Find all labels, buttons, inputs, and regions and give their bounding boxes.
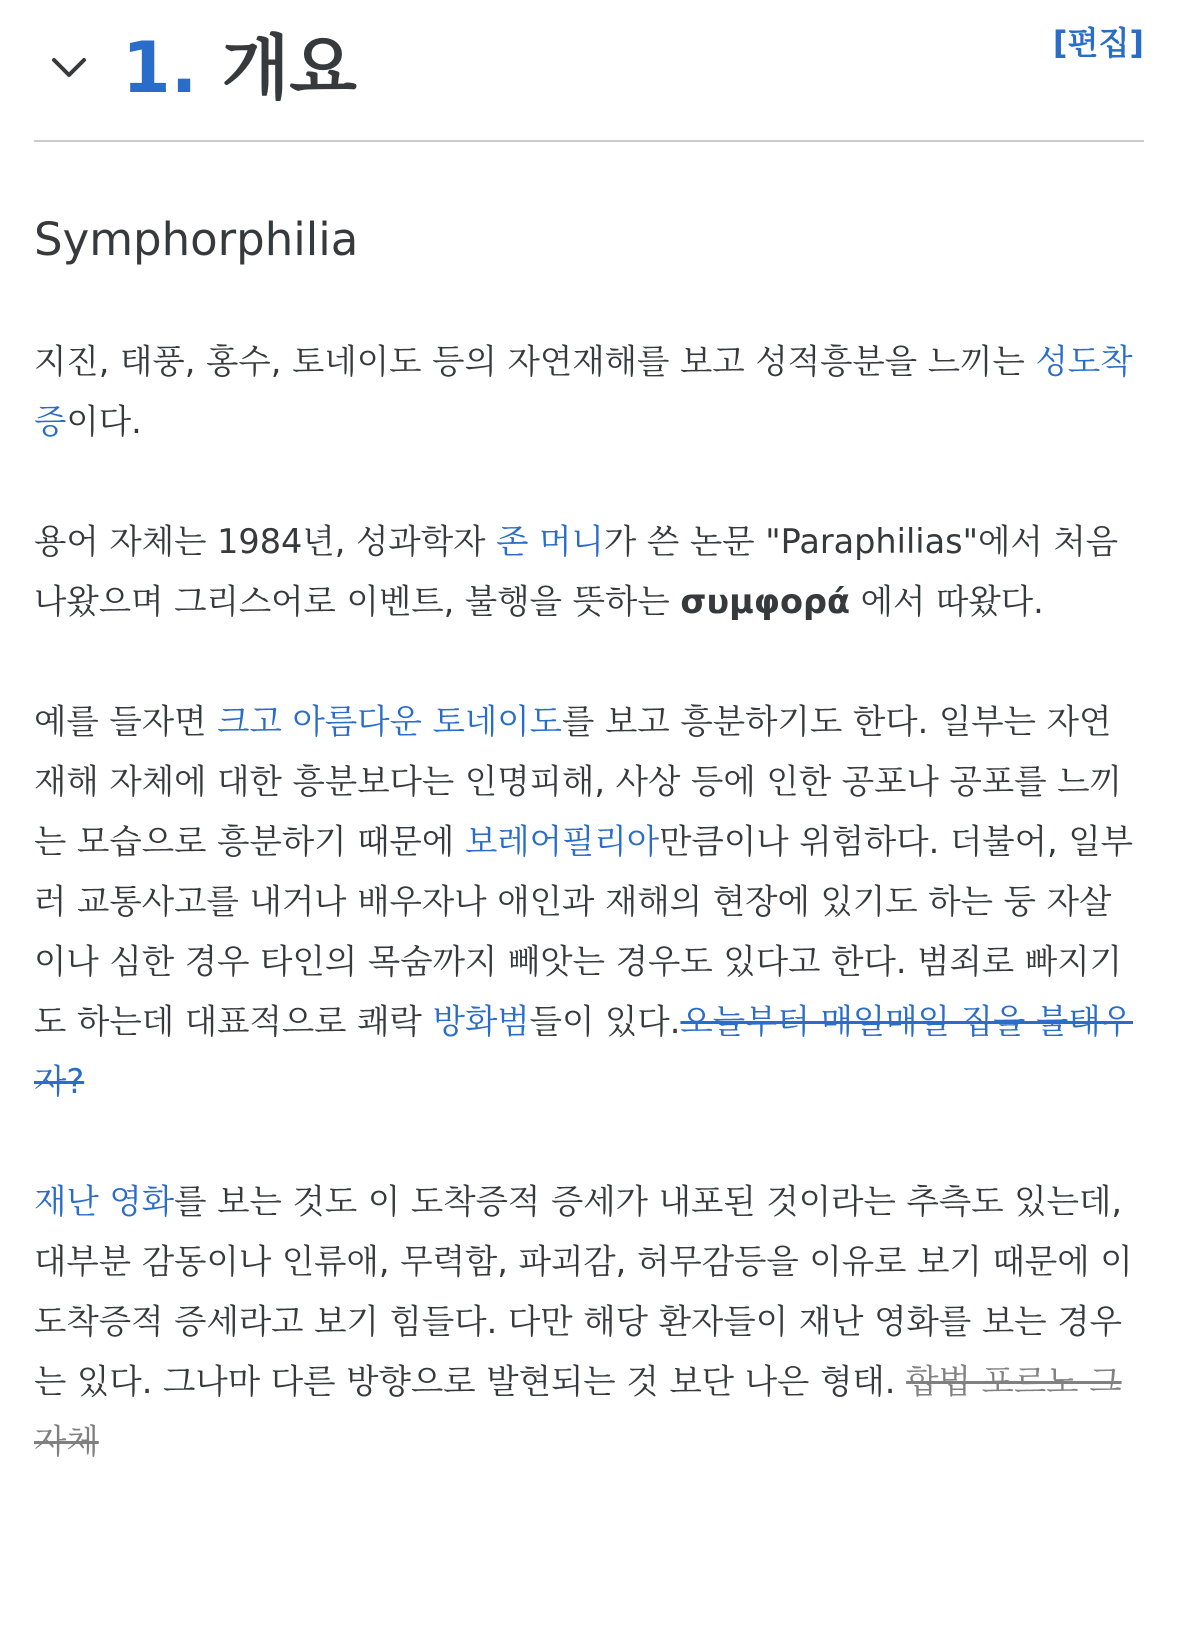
strikethrough-joke-link[interactable]: 오늘부터 매일매일 집을 불태우자? <box>34 1002 1134 1101</box>
section-content <box>34 210 1139 1472</box>
text: 용어 자체는 1984년, 성과학자 <box>34 522 497 561</box>
text: 지진, 태풍, 홍수, 토네이도 등의 자연재해를 보고 성적흥분을 느끼는 <box>34 342 1036 381</box>
chevron-down-icon[interactable] <box>50 48 88 86</box>
greek-word: συμφορά <box>680 582 850 621</box>
text: 를 보는 것도 이 도착증적 증세가 내포된 것이라는 추측도 있는데, 대부분 감동이나 인류애, 무력함, 파괴감, 허무감등을 이유로 보기 때문에 이 도착증적 증세라고 보기 힘들다. 다만 해당 환자들이 재난 영화를 보는 경우는 있다. 그나마 다른 방향으로 발현되는 것 보단 나은 형태. <box>34 1182 1133 1401</box>
section-number: 1. <box>122 27 198 109</box>
paragraph-examples <box>34 692 1139 1112</box>
text: 이다. <box>66 402 142 441</box>
paragraph-disaster-movies <box>34 1172 1139 1472</box>
text: 예를 들자면 <box>34 702 218 741</box>
link-john-money[interactable]: 존 머니 <box>496 522 604 561</box>
section-header <box>34 0 1144 142</box>
link-borearphilia[interactable]: 보레어필리아 <box>464 822 660 861</box>
link-disaster-movie[interactable]: 재난 영화 <box>34 1182 175 1221</box>
link-paraphilia[interactable]: 성도착증 <box>34 342 1133 441</box>
text: 들이 있다. <box>529 1002 681 1041</box>
text: 만큼이나 위험하다. 더불어, 일부러 교통사고를 내거나 배우자나 애인과 재해의 현장에 있기도 하는 둥 자살이나 심한 경우 타인의 목숨까지 빼앗는 경우도 있다고 한다. 범죄로 빠지기도 하는데 대표적으로 쾌락 <box>34 822 1134 1041</box>
term-heading: Symphorphilia <box>34 213 359 266</box>
link-arsonist[interactable]: 방화범 <box>432 1002 530 1041</box>
paragraph-definition <box>34 332 1139 452</box>
section-title: 개요 <box>221 27 357 109</box>
text: 가 쓴 논문 "Paraphilias"에서 처음 나왔으며 그리스어로 이벤트, 불행을 뜻하는 <box>34 522 1119 621</box>
edit-link[interactable]: [편집] <box>1052 24 1144 62</box>
section-heading <box>122 18 357 118</box>
text: 를 보고 흥분하기도 한다. 일부는 자연재해 자체에 대한 흥분보다는 인명피해, 사상 등에 인한 공포나 공포를 느끼는 모습으로 흥분하기 때문에 <box>34 702 1122 861</box>
strikethrough-joke-text: 합법 포르노 그 자체 <box>34 1362 1122 1461</box>
link-big-beautiful-tornado[interactable]: 크고 아름다운 토네이도 <box>217 702 563 741</box>
text: 에서 따왔다. <box>849 582 1044 621</box>
paragraph-etymology <box>34 512 1139 632</box>
